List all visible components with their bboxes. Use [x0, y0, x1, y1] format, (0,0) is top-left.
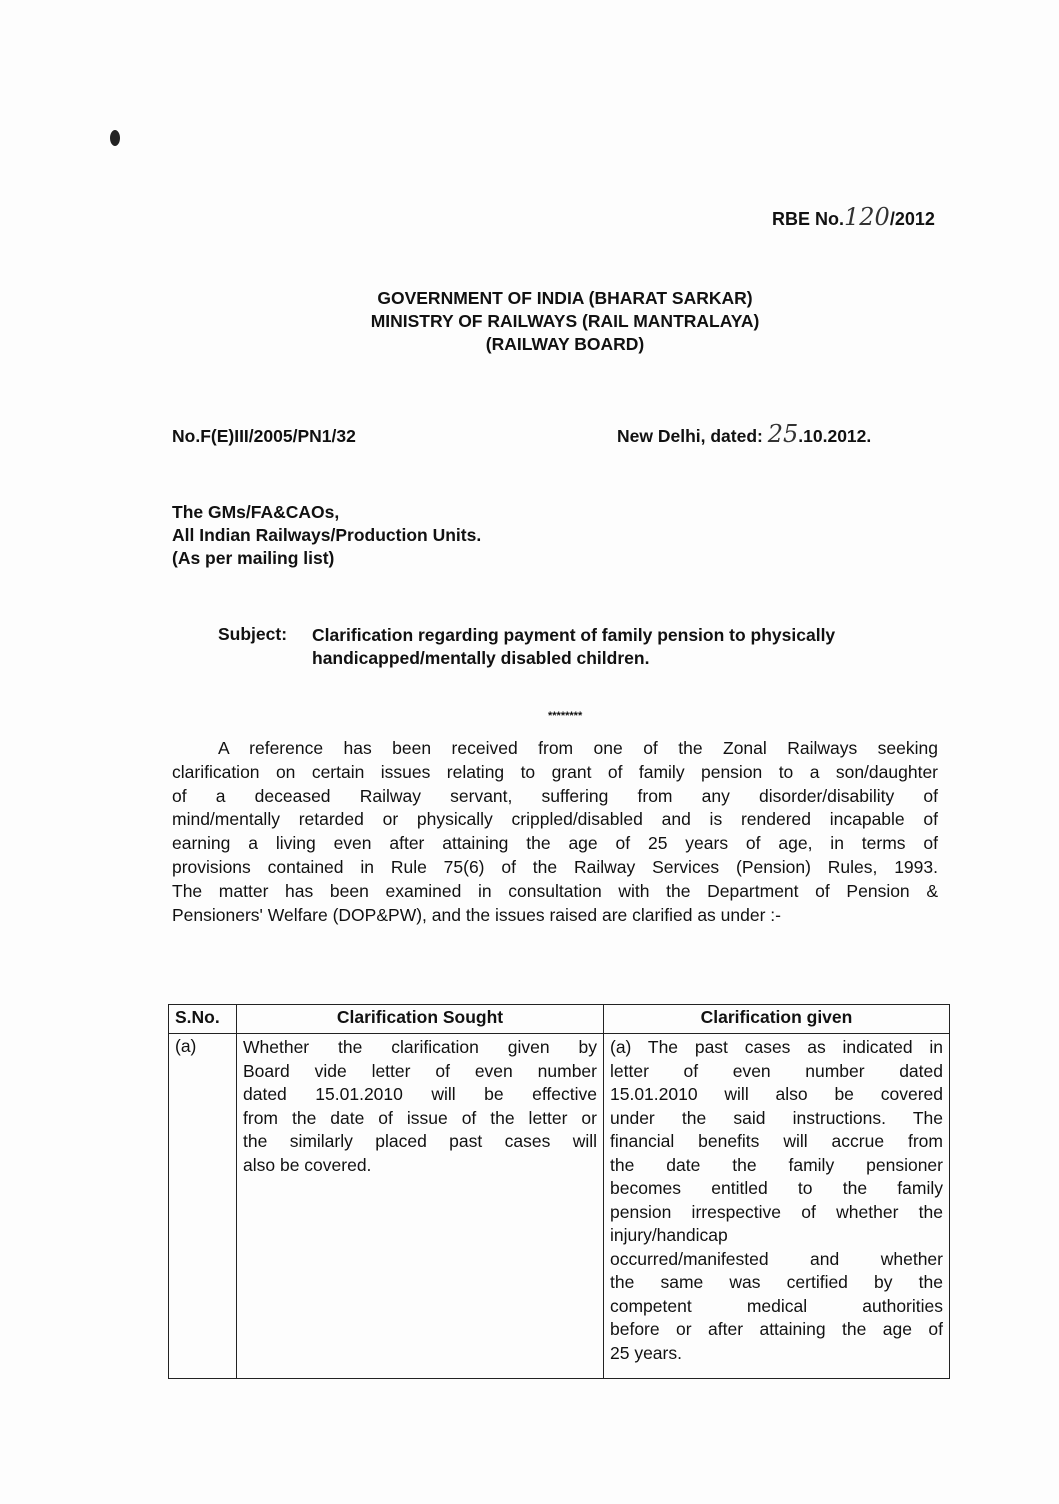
header-given: Clarification given — [604, 1005, 950, 1034]
cell-line: from the date of issue of the letter or — [243, 1107, 597, 1128]
rbe-suffix: /2012 — [889, 209, 935, 229]
cell-line: under the said instructions. The — [610, 1107, 943, 1128]
paragraph-line: clarification on certain issues relating to grant of family pension to a son/daughter — [172, 761, 938, 782]
cell-line: dated 15.01.2010 will be effective — [243, 1084, 597, 1104]
cell-line: also be covered. — [243, 1154, 372, 1175]
cell-sought — [237, 1034, 604, 1379]
subject-line: Clarification regarding payment of family pension to physically — [312, 625, 836, 645]
date-handwritten: 25 — [767, 420, 799, 448]
separator: ******** — [548, 710, 583, 722]
addressee-line: (As per mailing list) — [172, 548, 335, 568]
addressee — [172, 501, 481, 570]
cell-line: pension irrespective of whether the — [610, 1201, 943, 1222]
clarification-table — [168, 1004, 950, 1379]
header-line: MINISTRY OF RAILWAYS (RAIL MANTRALAYA) — [370, 311, 760, 331]
paragraph-line: mind/mentally retarded or physically crippled/disabled and is rendered incapable of — [172, 809, 938, 830]
date-prefix: New Delhi, dated: — [617, 426, 763, 446]
rbe-number — [772, 203, 935, 231]
cell-line: competent medical authorities — [610, 1295, 943, 1316]
cell-line: (a) The past cases as indicated in — [610, 1037, 943, 1057]
cell-line: Board vide letter of even number — [243, 1060, 597, 1081]
table-row — [169, 1034, 950, 1379]
cell-line: financial benefits will accrue from — [610, 1131, 943, 1151]
reference-number: No.F(E)III/2005/PN1/32 — [172, 426, 356, 446]
date-suffix: .10.2012. — [798, 426, 872, 446]
paragraph-line: earning a living even after attaining the age of 25 years of age, in terms of — [172, 833, 938, 854]
cell-line: becomes entitled to the family — [610, 1178, 943, 1198]
cell-line: 15.01.2010 will also be covered — [610, 1084, 943, 1104]
body-paragraph — [172, 737, 938, 927]
header-line: GOVERNMENT OF INDIA (BHARAT SARKAR) — [377, 288, 753, 308]
paragraph-line: Pensioners' Welfare (DOP&PW), and the issues raised are clarified as under :- — [172, 904, 781, 925]
paragraph-line: provisions contained in Rule 75(6) of the Railway Services (Pension) Rules, 1993. — [172, 856, 938, 877]
rbe-prefix: RBE No. — [772, 209, 844, 229]
cell-line: Whether the clarification given by — [243, 1037, 597, 1057]
table-header-row — [169, 1005, 950, 1034]
cell-line: injury/handicap — [610, 1225, 728, 1245]
cell-sno: (a) — [169, 1034, 237, 1379]
paragraph-line: A reference has been received from one of the Zonal Railways seeking — [218, 738, 938, 758]
cell-line: the similarly placed past cases will — [243, 1131, 597, 1151]
addressee-line: All Indian Railways/Production Units. — [172, 525, 482, 545]
header-sought: Clarification Sought — [237, 1005, 604, 1034]
header-line: (RAILWAY BOARD) — [485, 334, 645, 354]
cell-line: 25 years. — [610, 1342, 682, 1363]
paragraph-line: of a deceased Railway servant, suffering from any disorder/disability of — [172, 785, 938, 806]
cell-line: occurred/manifested and whether — [610, 1248, 943, 1269]
rbe-handwritten: 120 — [844, 203, 890, 231]
paragraph-line: The matter has been examined in consultation with the Department of Pension & — [172, 880, 938, 901]
cell-given — [604, 1034, 950, 1379]
subject-line: handicapped/mentally disabled children. — [312, 648, 650, 668]
subject-text — [312, 624, 835, 670]
addressee-line: The GMs/FA&CAOs, — [172, 502, 340, 522]
date-line — [617, 420, 871, 448]
header-sno: S.No. — [169, 1005, 237, 1034]
cell-line: before or after attaining the age of — [610, 1319, 943, 1339]
cell-line: the date the family pensioner — [610, 1154, 943, 1175]
cell-line: the same was certified by the — [610, 1272, 943, 1292]
scan-mark — [110, 130, 120, 146]
subject-label: Subject: — [218, 624, 288, 644]
cell-line: letter of even number dated — [610, 1060, 943, 1081]
letterhead — [250, 287, 880, 356]
